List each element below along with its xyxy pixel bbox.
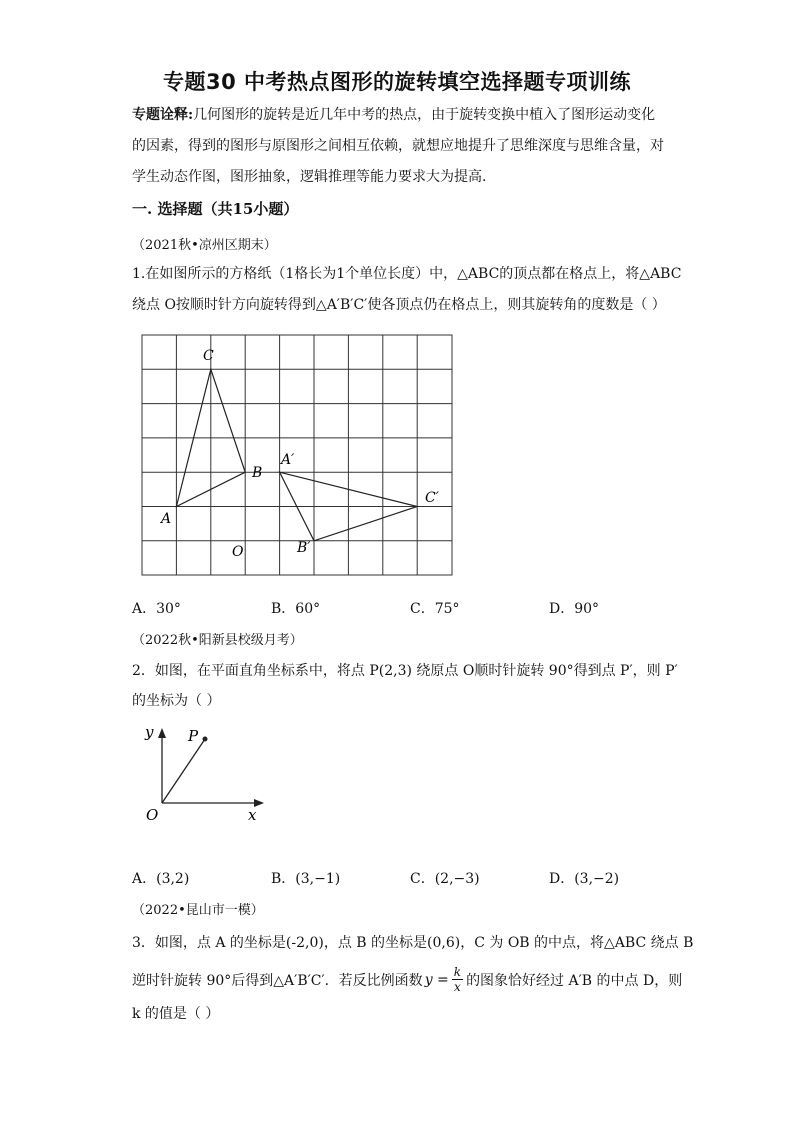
q1-source: （2021秋•凉州区期末） [132,238,277,253]
q3-stem-line-2-a: 逆时针旋转 90°后得到△A′B′C′．若反比例函数 [132,972,423,989]
intro-line-2: 的因素，得到的图形与原图形之间相互依赖，就想应地提升了思维深度与思维含量，对 [132,138,664,154]
label-C: C [203,348,214,364]
q1-option-c: C．75° [410,601,460,617]
q3-source: （2022•昆山市一模） [132,903,264,918]
label-B-prime: B′ [297,540,311,556]
q2-axes-figure [140,720,270,850]
q2-source: （2022秋•阳新县校级月考） [132,633,303,648]
q1-grid-figure [140,330,460,580]
intro-label: 专题诠释: [132,107,194,123]
intro-line-1 [132,104,655,124]
label-C-prime: C′ [425,490,439,506]
q3-fraction-numerator: k [453,965,462,979]
q1-option-d: D．90° [549,601,600,617]
intro-text-1: 几何图形的旋转是近几年中考的热点，由于旋转变换中植入了图形运动变化 [193,107,656,123]
label-A: A [161,511,172,527]
q3-stem-line-1: 3．如图，点 A 的坐标是(-2,0)，点 B 的坐标是(0,6)，C 为 OB 的中点，将△ABC 绕点 B [132,935,694,951]
label-A-prime: A′ [281,452,295,468]
y-axis-arrow [158,728,166,738]
label-O: O [146,806,159,824]
label-x: x [248,806,257,824]
q2-option-a: A．(3,2) [132,871,190,887]
q3-stem-line-3: k 的值是（ ） [132,1006,220,1022]
intro-line-3: 学生动态作图，图形抽象，逻辑推理等能力要求大为提高. [132,169,487,185]
grid-lines [142,335,452,575]
q1-stem-line-2: 绕点 O按顺时针方向旋转得到△A′B′C′使各顶点仍在格点上，则其旋转角的度数是（ ） [132,297,666,313]
q1-option-a: A．30° [132,601,181,617]
q3-stem-line-2-b: 的图象恰好经过 A′B 的中点 D，则 [466,972,683,989]
q3-fraction [452,965,463,994]
q3-fraction-denominator: x [454,980,461,994]
q1-option-b: B．60° [271,601,321,617]
section-heading: 一. 选择题（共15小题） [132,200,299,218]
label-B: B [252,465,263,481]
q2-stem-line-1: 2．如图，在平面直角坐标系中，将点 P(2,3) 绕原点 O顺时针旋转 90°得到点 P′，则 P′ [132,663,678,679]
point-p [203,737,208,742]
q2-option-b: B．(3,−1) [271,871,341,887]
q2-option-c: C．(2,−3) [410,871,480,887]
q1-stem-line-1: 1.在如图所示的方格纸（1格长为1个单位长度）中，△ABC的顶点都在格点上，将△ABC [132,266,682,282]
q2-stem-line-2: 的坐标为（ ） [132,693,221,709]
label-y: y [145,723,154,741]
q3-stem-line-2 [132,965,682,994]
segment-op [162,739,205,803]
page-title: 专题30 中考热点图形的旋转填空选择题专项训练 [162,70,632,94]
label-P: P [188,727,199,745]
q3-function-y: y = [424,971,449,988]
label-O: O [232,544,244,560]
q2-option-d: D．(3,−2) [549,871,620,887]
